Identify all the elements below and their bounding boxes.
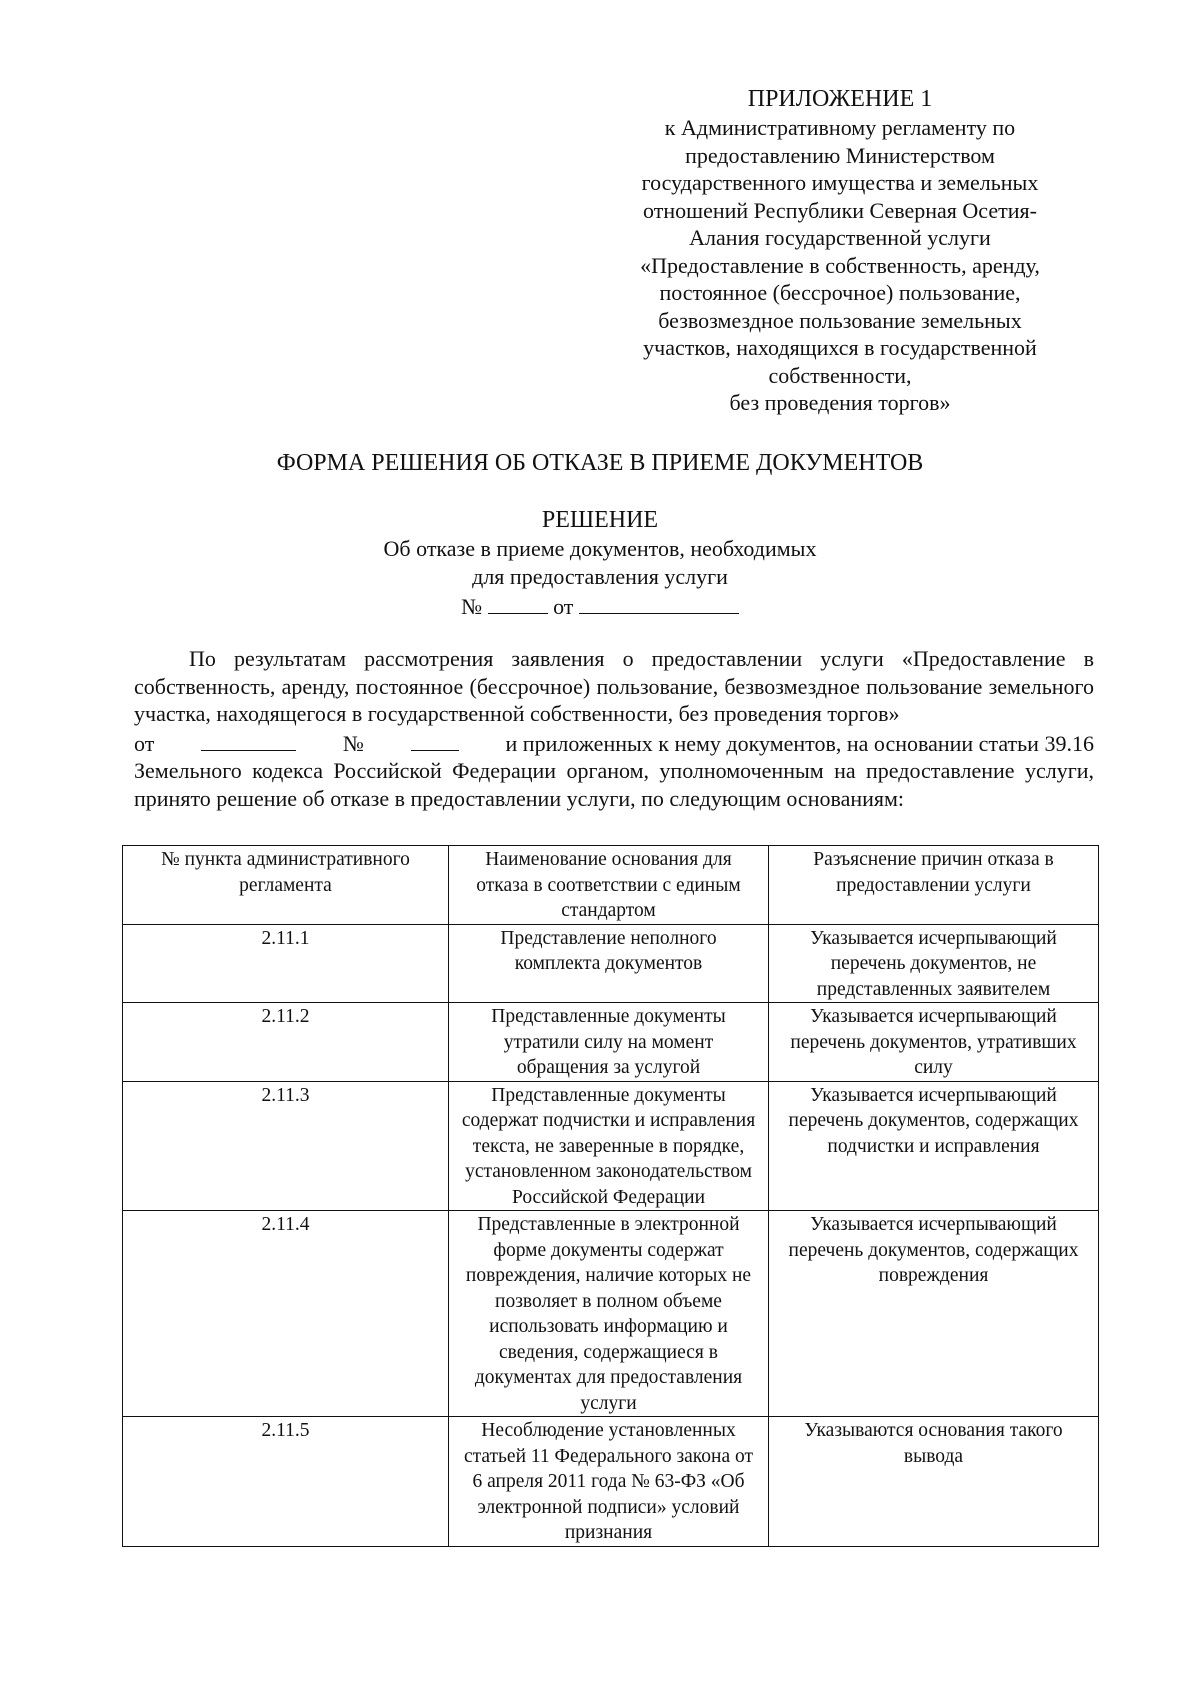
- cell-explanation: Указывается исчерпывающий перечень документов, содержащих подчистки и исправления: [769, 1081, 1099, 1211]
- decision-title: РЕШЕНИЕ: [541, 507, 659, 533]
- after-blanks-text: и приложенных к нему документов, на основании статьи 39.16: [505, 730, 1094, 756]
- cell-explanation: Указываются основания такого вывода: [769, 1417, 1099, 1547]
- body-para-1: По результатам рассмотрения заявления о предоставлении услуги «Предоставление в собственность, аренду, постоянное (бессрочное) пользование, безвозмездное пользование земельного участка, находящегося в государственной собственности, без проведения торгов»: [134, 646, 1094, 726]
- cell-explanation: Указывается исчерпывающий перечень документов, содержащих повреждения: [769, 1211, 1099, 1417]
- application-number-blank[interactable]: [411, 728, 459, 751]
- cell-item: 2.11.5: [123, 1417, 449, 1547]
- application-date-blank[interactable]: [201, 728, 296, 751]
- appendix-line: без проведения торгов»: [729, 390, 951, 415]
- number-label: №: [461, 594, 483, 619]
- cell-item: 2.11.1: [123, 924, 449, 1003]
- decision-number-blank[interactable]: [488, 591, 548, 614]
- column-header: Разъяснение причин отказа в предоставлении услуги: [769, 846, 1099, 925]
- decision-heading: [0, 505, 1200, 621]
- body-para-2: Земельного кодекса Российской Федерации органом, уполномоченным на предоставление услуги, принято решение об отказе в предоставлении услуги, по следующим основаниям:: [134, 758, 1094, 811]
- appendix-line: Алания государственной услуги: [689, 225, 991, 250]
- cell-ground: Несоблюдение установленных статьей 11 Федерального закона от 6 апреля 2011 года № 63-ФЗ «Об электронной подписи» условий признания: [449, 1417, 769, 1547]
- cell-item: 2.11.4: [123, 1211, 449, 1417]
- number-label: №: [342, 730, 364, 756]
- cell-item: 2.11.2: [123, 1003, 449, 1082]
- cell-ground: Представленные в электронной форме документы содержат повреждения, наличие которых не позволяет в полном объеме использовать информацию и сведения, содержащиеся в документах для предоставления услуги: [449, 1211, 769, 1417]
- column-header: № пункта административного регламента: [123, 846, 449, 925]
- table-row: [123, 1211, 1099, 1417]
- appendix-line: к Административному регламенту по: [664, 115, 1016, 140]
- body-paragraph: [134, 645, 1094, 812]
- decision-date-blank[interactable]: [579, 591, 739, 614]
- table-header-row: [123, 846, 1099, 925]
- table-row: [123, 924, 1099, 1003]
- form-title: ФОРМА РЕШЕНИЯ ОБ ОТКАЗЕ В ПРИЕМЕ ДОКУМЕНТОВ: [276, 450, 924, 476]
- reasons-table: [122, 845, 1099, 1547]
- table-row: [123, 1003, 1099, 1082]
- cell-ground: Представленные документы содержат подчистки и исправления текста, не заверенные в порядке, установленном законодательством Российской Федерации: [449, 1081, 769, 1211]
- appendix-line: участков, находящихся в государственной: [643, 335, 1037, 360]
- column-header: Наименование основания для отказа в соответствии с единым стандартом: [449, 846, 769, 925]
- decision-number-date: [0, 591, 1200, 621]
- cell-explanation: Указывается исчерпывающий перечень документов, утративших силу: [769, 1003, 1099, 1082]
- cell-item: 2.11.3: [123, 1081, 449, 1211]
- appendix-line: «Предоставление в собственность, аренду,: [640, 252, 1040, 278]
- table-row: [123, 1081, 1099, 1211]
- cell-ground: Представленные документы утратили силу на момент обращения за услугой: [449, 1003, 769, 1082]
- appendix-line: постоянное (бессрочное) пользование,: [659, 280, 1021, 305]
- appendix-header: [600, 84, 1080, 417]
- date-label: от: [553, 594, 574, 619]
- appendix-line: государственного имущества и земельных: [641, 170, 1039, 195]
- appendix-title: ПРИЛОЖЕНИЕ 1: [747, 86, 933, 112]
- decision-subtitle-line: Об отказе в приеме документов, необходимых: [383, 536, 817, 561]
- appendix-line: отношений Республики Северная Осетия-: [643, 197, 1037, 223]
- from-label: от: [134, 730, 155, 756]
- decision-subtitle-line: для предоставления услуги: [472, 564, 728, 589]
- table-row: [123, 1417, 1099, 1547]
- appendix-line: предоставлению Министерством: [685, 142, 995, 168]
- appendix-line: безвозмездное пользование земельных: [658, 307, 1022, 333]
- body-fill-line: [134, 728, 1094, 758]
- appendix-line: собственности,: [768, 362, 912, 388]
- cell-explanation: Указывается исчерпывающий перечень документов, не представленных заявителем: [769, 924, 1099, 1003]
- cell-ground: Представление неполного комплекта документов: [449, 924, 769, 1003]
